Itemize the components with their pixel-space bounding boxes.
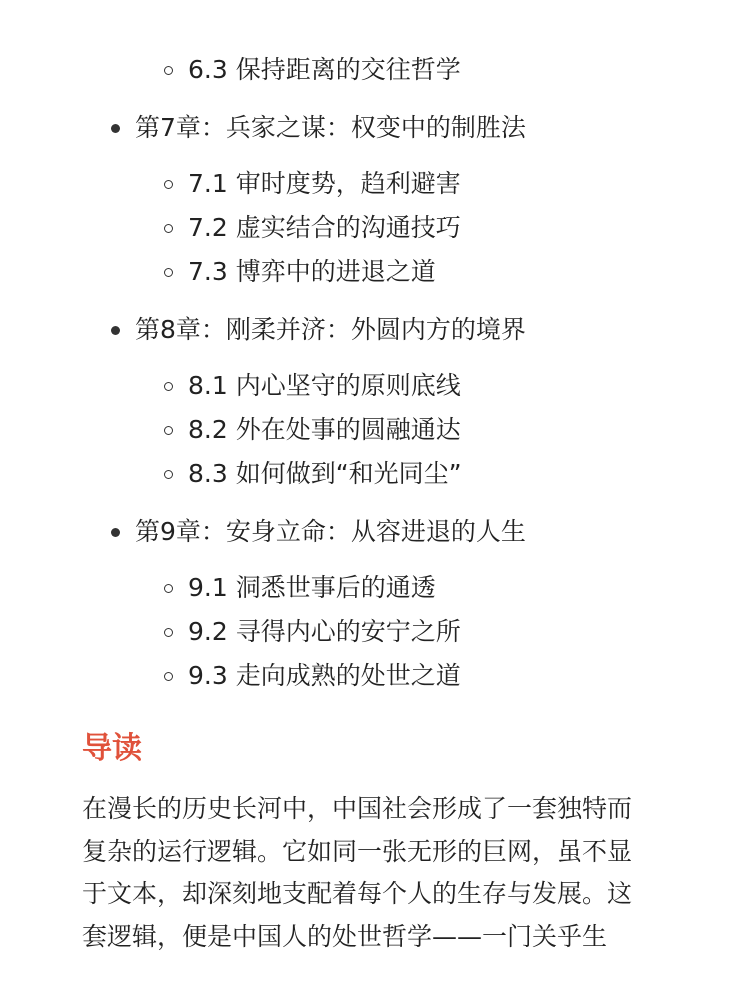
toc-subsection-9-3[interactable]: 9.3 走向成熟的处世之道 — [188, 661, 461, 690]
toc-chapter-8[interactable]: 第8章：刚柔并济：外圆内方的境界 — [135, 315, 526, 344]
section-heading-intro: 导读 — [82, 731, 142, 766]
toc-subsection-7-1[interactable]: 7.1 审时度势，趋利避害 — [188, 169, 461, 198]
toc-subsection-9-2[interactable]: 9.2 寻得内心的安宁之所 — [188, 617, 461, 646]
toc-subsection-7-3[interactable]: 7.3 博弈中的进退之道 — [188, 257, 436, 286]
intro-line: 套逻辑，便是中国人的处世哲学——一门关乎生 — [82, 921, 608, 951]
intro-line: 在漫长的历史长河中，中国社会形成了一套独特而 — [82, 794, 633, 823]
toc-subsection-7-2[interactable]: 7.2 虚实结合的沟通技巧 — [188, 213, 461, 242]
toc-chapter-9[interactable]: 第9章：安身立命：从容进退的人生 — [135, 517, 526, 546]
hollow-bullet-icon — [164, 470, 173, 479]
hollow-bullet-icon — [164, 224, 173, 233]
intro-line: 于文本，却深刻地支配着每个人的生存与发展。这 — [82, 879, 633, 908]
hollow-bullet-icon — [164, 628, 173, 637]
hollow-bullet-icon — [164, 672, 173, 681]
hollow-bullet-icon — [164, 66, 173, 75]
solid-bullet-icon — [111, 124, 120, 133]
intro-line: 复杂的运行逻辑。它如同一张无形的巨网，虽不显 — [82, 836, 633, 866]
hollow-bullet-icon — [164, 426, 173, 435]
hollow-bullet-icon — [164, 382, 173, 391]
toc-subsection-8-3[interactable]: 8.3 如何做到“和光同尘” — [188, 459, 462, 488]
intro-paragraph — [82, 788, 682, 958]
toc-subsection-9-1[interactable]: 9.1 洞悉世事后的通透 — [188, 573, 436, 602]
hollow-bullet-icon — [164, 584, 173, 593]
toc-subsection-6-3[interactable]: 6.3 保持距离的交往哲学 — [188, 55, 461, 84]
toc-chapter-7[interactable]: 第7章：兵家之谋：权变中的制胜法 — [135, 113, 526, 142]
hollow-bullet-icon — [164, 268, 173, 277]
solid-bullet-icon — [111, 528, 120, 537]
solid-bullet-icon — [111, 326, 120, 335]
toc-subsection-8-2[interactable]: 8.2 外在处事的圆融通达 — [188, 415, 461, 444]
hollow-bullet-icon — [164, 180, 173, 189]
toc-subsection-8-1[interactable]: 8.1 内心坚守的原则底线 — [188, 371, 461, 400]
